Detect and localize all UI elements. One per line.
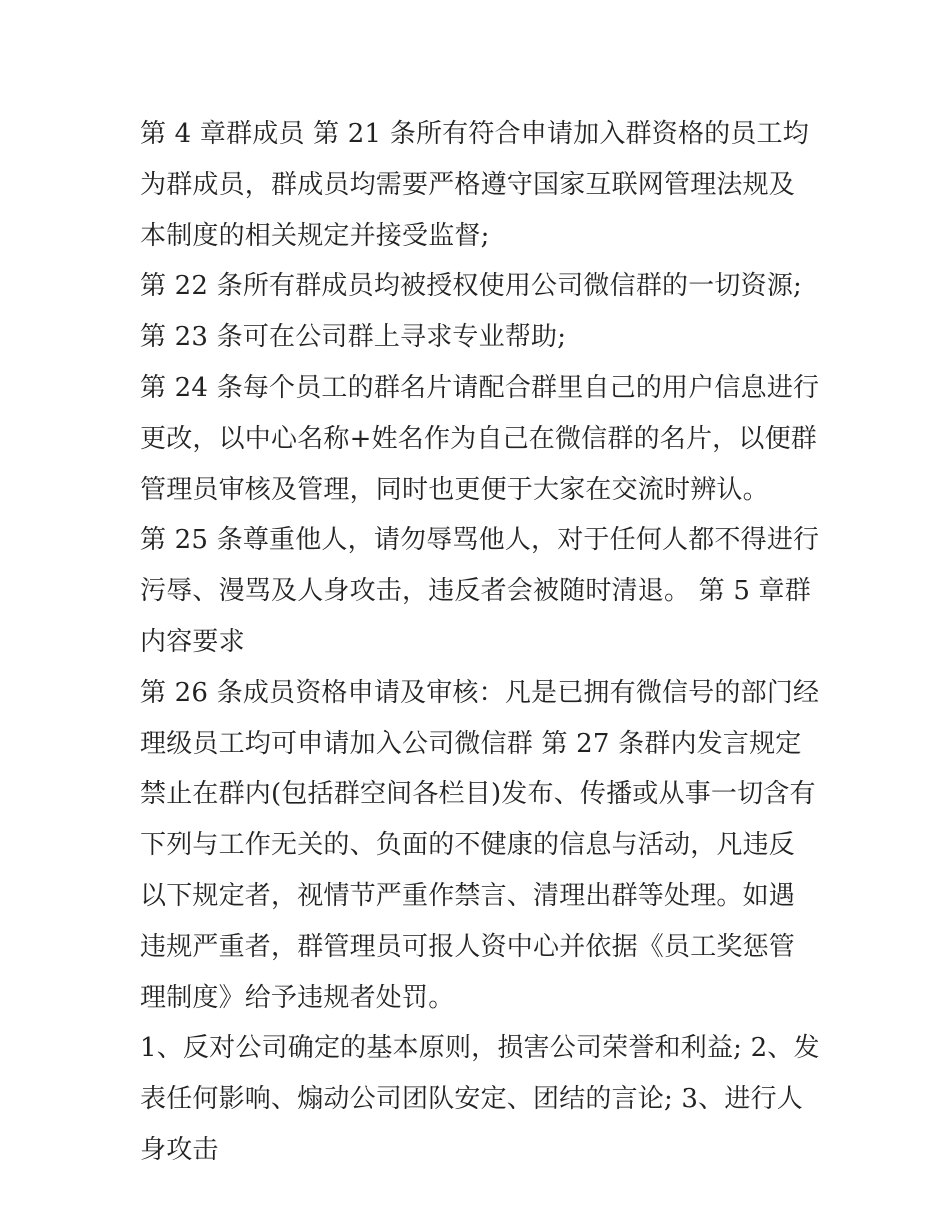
paragraph-prohibited-content: 禁止在群内(包括群空间各栏目)发布、传播或从事一切含有下列与工作无关的、负面的不健康的信息与活动，凡违反以下规定者，视情节严重作禁言、清理出群等处理。如遇违规严重者，群管理员可报人资中心并依据《员工奖惩管理制度》给予违规者处罚。	[140, 779, 816, 1013]
paragraph-article26-27: 第 26 条成员资格申请及审核：凡是已拥有微信号的部门经理级员工均可申请加入公司微信群 第 27 条群内发言规定	[140, 677, 820, 759]
paragraph-rules-list: 1、反对公司确定的基本原则，损害公司荣誉和利益; 2、发表任何影响、煽动公司团队安定、团结的言论; 3、进行人身攻击	[140, 1033, 820, 1165]
paragraph-article22-23: 第 22 条所有群成员均被授权使用公司微信群的一切资源; 第 23 条可在公司群上寻求专业帮助;	[140, 271, 802, 353]
document-body	[140, 109, 820, 1176]
paragraph-chapter4-article21: 第 4 章群成员 第 21 条所有符合申请加入群资格的员工均为群成员，群成员均需要严格遵守国家互联网管理法规及本制度的相关规定并接受监督;	[140, 119, 809, 251]
paragraph-article25-chapter5: 第 25 条尊重他人，请勿辱骂他人，对于任何人都不得进行污辱、漫骂及人身攻击，违反者会被随时清退。 第 5 章群内容要求	[140, 525, 820, 657]
paragraph-article24: 第 24 条每个员工的群名片请配合群里自己的用户信息进行更改，以中心名称+姓名作为自己在微信群的名片，以便群管理员审核及管理，同时也更便于大家在交流时辨认。	[140, 372, 820, 505]
